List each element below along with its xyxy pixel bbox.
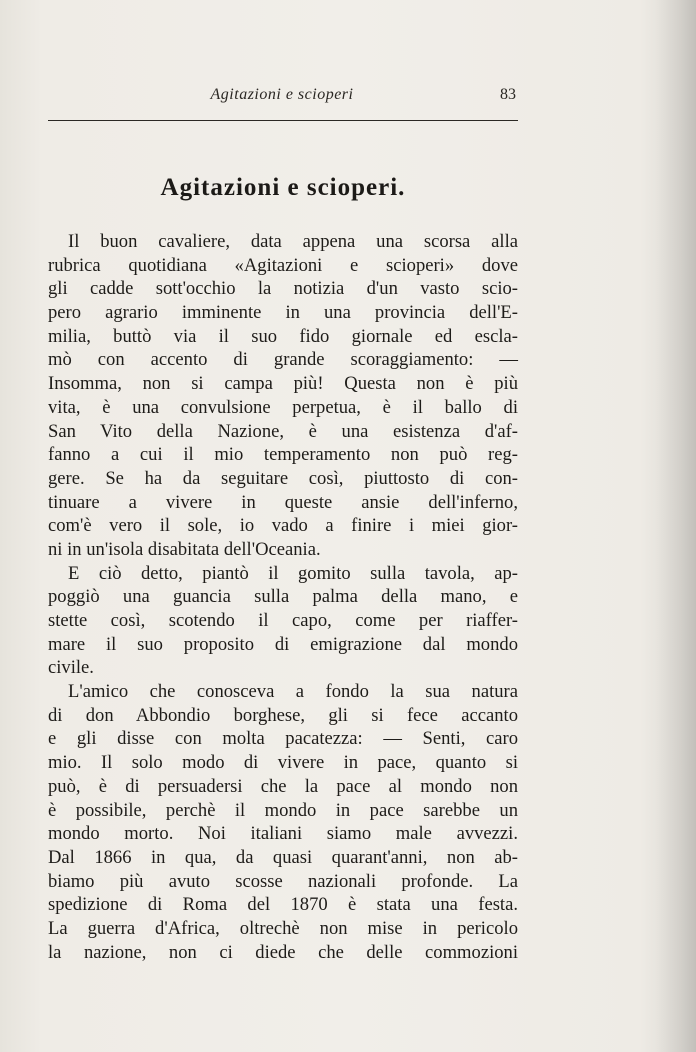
text-line: è possibile, perchè il mondo in pace sarebbe un bbox=[48, 799, 518, 821]
text-line: E ciò detto, piantò il gomito sulla tavola, ap- bbox=[68, 562, 518, 584]
text-line: gli cadde sott'occhio la notizia d'un vasto scio- bbox=[48, 278, 518, 300]
text-line: biamo più avuto scosse nazionali profonde. La bbox=[48, 870, 518, 892]
text-line: La guerra d'Africa, oltrechè non mise in pericolo bbox=[48, 917, 518, 939]
running-header bbox=[48, 86, 516, 108]
text-line: tinuare a vivere in queste ansie dell'inferno, bbox=[48, 491, 518, 513]
text-line: mò con accento di grande scoraggiamento: — bbox=[48, 349, 518, 371]
chapter-title: Agitazioni e scioperi. bbox=[160, 174, 406, 201]
text-line: mondo morto. Noi italiani siamo male avvezzi. bbox=[48, 823, 518, 845]
text-line: gere. Se ha da seguitare così, piuttosto di con- bbox=[48, 467, 518, 489]
text-line: Insomma, non si campa più! Questa non è più bbox=[48, 373, 518, 395]
page-number: 83 bbox=[500, 86, 516, 103]
text-line: fanno a cui il mio temperamento non può reg- bbox=[48, 444, 518, 466]
text-line: civile. bbox=[48, 657, 94, 679]
text-line: mio. Il solo modo di vivere in pace, quanto si bbox=[48, 752, 518, 774]
body-text bbox=[48, 230, 518, 964]
text-line: San Vito della Nazione, è una esistenza d'af- bbox=[48, 420, 518, 442]
text-line: L'amico che conosceva a fondo la sua natura bbox=[68, 681, 518, 703]
text-line: stette così, scotendo il capo, come per riaffer- bbox=[48, 610, 518, 631]
page-edge-shadow bbox=[656, 0, 696, 1052]
text-line: ni in un'isola disabitata dell'Oceania. bbox=[48, 538, 321, 560]
text-line: spedizione di Roma del 1870 è stata una festa. bbox=[48, 894, 518, 916]
text-line: vita, è una convulsione perpetua, è il ballo di bbox=[48, 396, 518, 418]
text-line: poggiò una guancia sulla palma della mano, e bbox=[48, 586, 518, 608]
text-line: di don Abbondio borghese, gli si fece accanto bbox=[48, 704, 518, 726]
text-line: può, è di persuadersi che la pace al mondo non bbox=[48, 775, 518, 797]
text-line: la nazione, non ci diede che delle commozioni bbox=[48, 941, 518, 963]
text-line: Il buon cavaliere, data appena una scorsa alla bbox=[68, 231, 518, 252]
text-line: rubrica quotidiana «Agitazioni e scioperi» dove bbox=[48, 254, 518, 276]
text-line: milia, buttò via il suo fido giornale ed escla- bbox=[48, 325, 518, 347]
text-line: com'è vero il sole, io vado a finire i miei gior- bbox=[48, 515, 518, 537]
text-line: pero agrario imminente in una provincia dell'E- bbox=[48, 302, 518, 324]
header-rule bbox=[48, 120, 518, 121]
running-title: Agitazioni e scioperi bbox=[210, 86, 354, 103]
text-line: e gli disse con molta pacatezza: — Senti, caro bbox=[48, 728, 518, 750]
text-line: Dal 1866 in qua, da quasi quarant'anni, non ab- bbox=[48, 846, 518, 868]
text-line: mare il suo proposito di emigrazione dal mondo bbox=[48, 633, 518, 655]
